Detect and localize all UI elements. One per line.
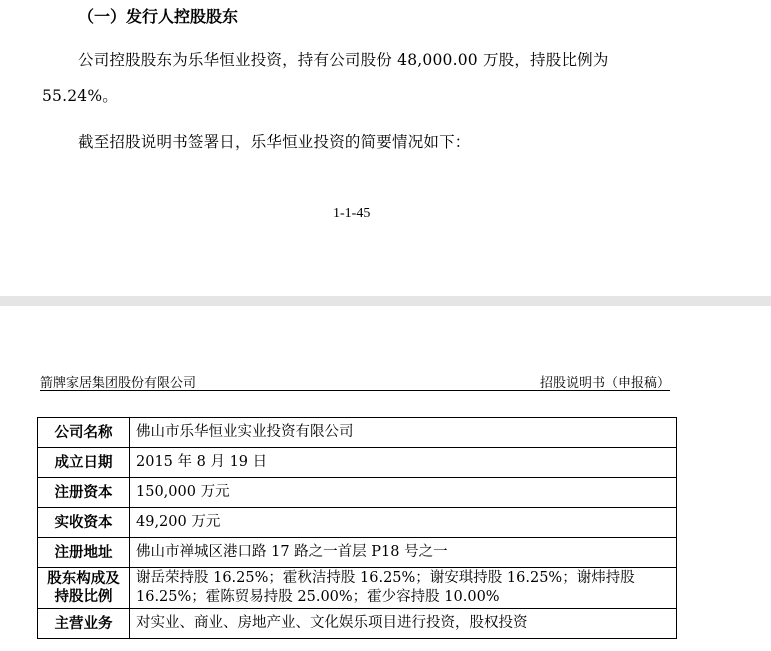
table-row	[38, 508, 677, 538]
row-value: 佛山市禅城区港口路 17 路之一首层 P18 号之一	[130, 538, 677, 568]
table-row	[38, 609, 677, 639]
row-label: 主营业务	[38, 609, 130, 639]
row-label: 实收资本	[38, 508, 130, 538]
row-label-line1: 股东构成及	[47, 571, 120, 587]
row-value-line2: 16.25%；霍陈贸易持股 25.00%；霍少容持股 10.00%	[136, 589, 500, 605]
header-company-name: 箭牌家居集团股份有限公司	[40, 376, 197, 391]
paragraph-intro-table: 截至招股说明书签署日，乐华恒业投资的简要情况如下：	[78, 133, 471, 151]
row-label: 注册地址	[38, 538, 130, 568]
shareholder-info-table	[37, 417, 677, 639]
page-number: 1-1-45	[333, 206, 371, 221]
paragraph-controlling-shareholder: 公司控股股东为乐华恒业投资，持有公司股份 48,000.00 万股，持股比例为	[78, 51, 609, 69]
header-document-title: 招股说明书（申报稿）	[539, 376, 670, 391]
row-value: 对实业、商业、房地产业、文化娱乐项目进行投资，股权投资	[130, 609, 677, 639]
table-row	[38, 538, 677, 568]
running-header	[40, 368, 670, 391]
row-label-line2: 持股比例	[54, 589, 113, 605]
row-label	[38, 568, 130, 609]
row-label: 公司名称	[38, 418, 130, 448]
row-label: 注册资本	[38, 478, 130, 508]
row-label: 成立日期	[38, 448, 130, 478]
row-value	[130, 568, 677, 609]
table-row	[38, 478, 677, 508]
table-row	[38, 568, 677, 609]
row-value: 49,200 万元	[130, 508, 677, 538]
row-value-line1: 谢岳荣持股 16.25%；霍秋洁持股 16.25%；谢安琪持股 16.25%；谢炜持股	[136, 570, 635, 586]
row-value: 佛山市乐华恒业实业投资有限公司	[130, 418, 677, 448]
page-separator	[0, 296, 771, 306]
row-value: 150,000 万元	[130, 478, 677, 508]
table-row	[38, 448, 677, 478]
section-heading: （一）发行人控股股东	[78, 7, 239, 26]
paragraph-continuation: 55.24%。	[42, 87, 119, 105]
table-row	[38, 418, 677, 448]
row-value: 2015 年 8 月 19 日	[130, 448, 677, 478]
